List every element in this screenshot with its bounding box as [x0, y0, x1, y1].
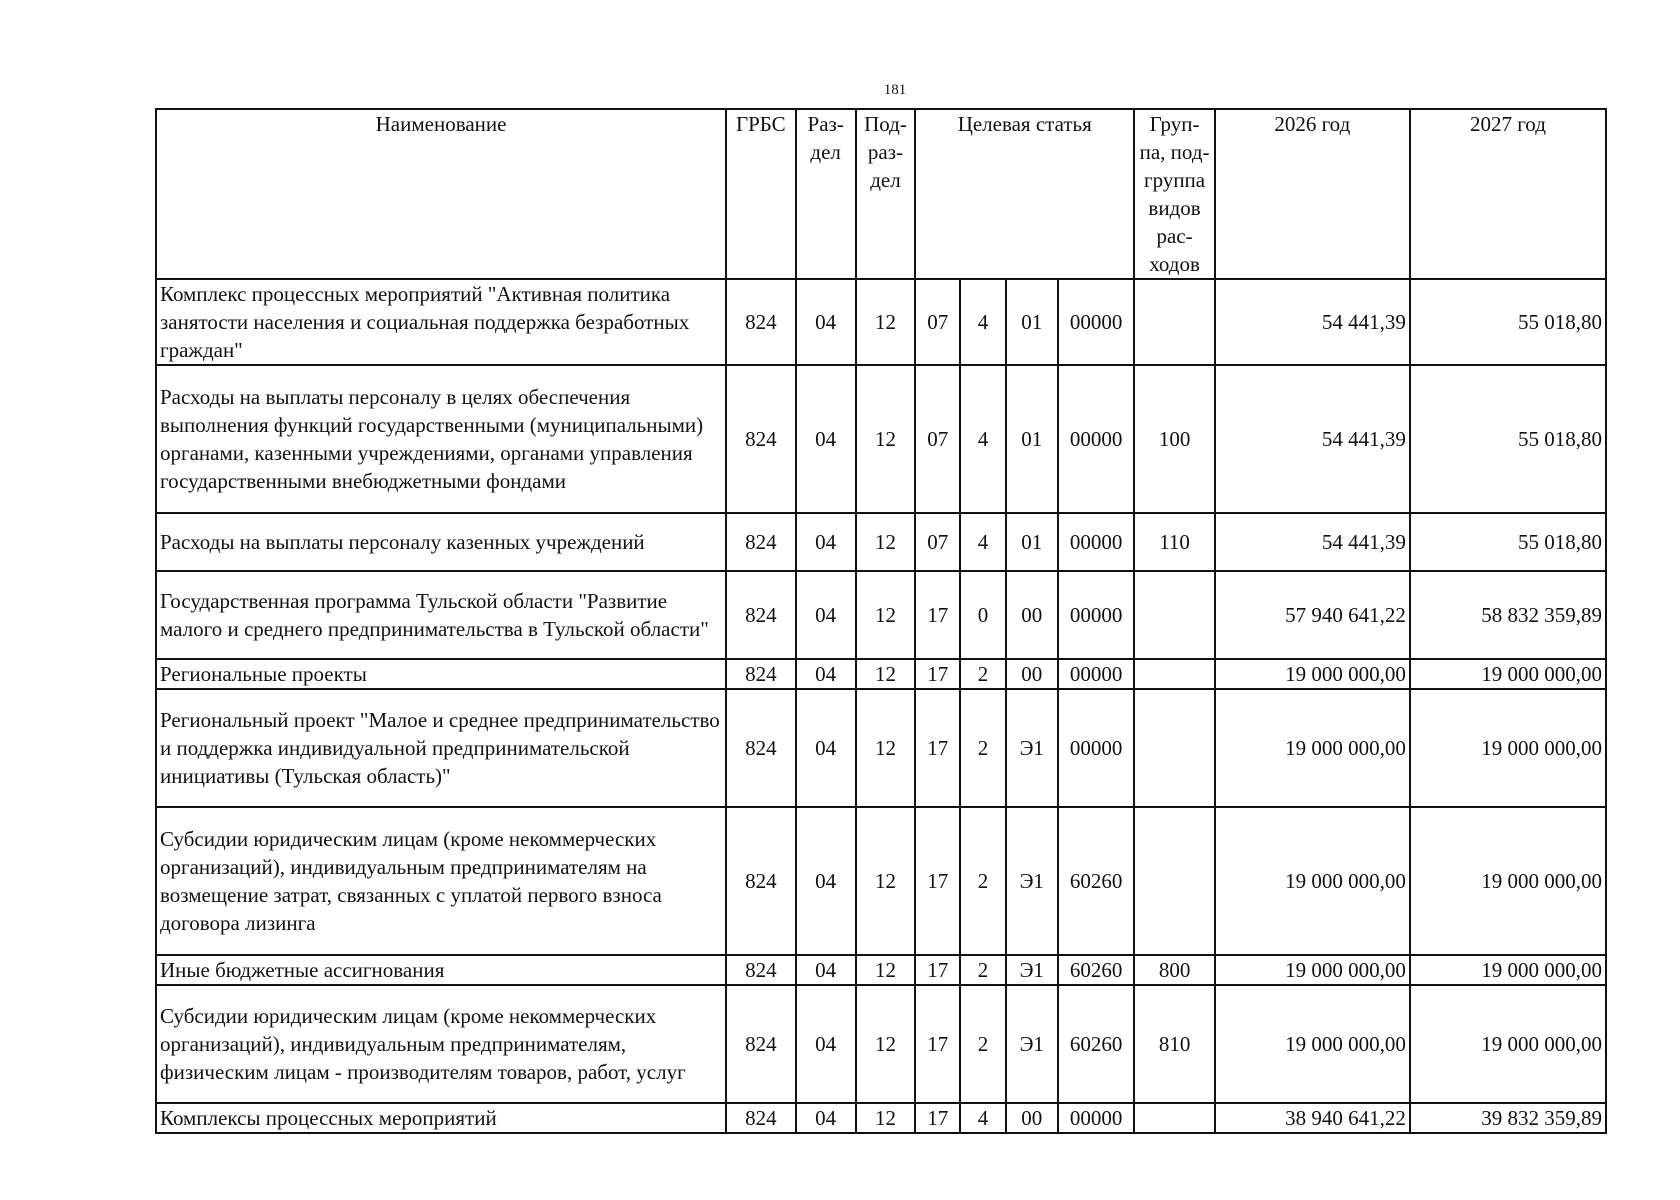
row-amount-2026: 19 000 000,00 — [1215, 689, 1410, 807]
table-row — [156, 571, 1606, 659]
header-2026: 2026 год — [1215, 109, 1410, 279]
table-row — [156, 955, 1606, 985]
row-name: Государственная программа Тульской области "Развитие малого и среднего предпринимательства в Тульской области" — [156, 571, 726, 659]
row-grbs: 824 — [726, 689, 795, 807]
row-razdel: 04 — [796, 513, 856, 571]
row-grbs: 824 — [726, 279, 795, 365]
row-razdel: 04 — [796, 1103, 856, 1133]
row-amount-2026: 19 000 000,00 — [1215, 659, 1410, 689]
row-cs-direction: 60260 — [1058, 807, 1134, 955]
row-name: Региональные проекты — [156, 659, 726, 689]
row-grbs: 824 — [726, 1103, 795, 1133]
header-gruppa-vidov-rashodov: Груп-па, под-группа видов рас-ходов — [1134, 109, 1214, 279]
header-2027: 2027 год — [1410, 109, 1606, 279]
row-grbs: 824 — [726, 365, 795, 513]
row-cs-program: 07 — [915, 279, 960, 365]
row-cs-type: 0 — [960, 571, 1005, 659]
row-vid-rashodov — [1134, 571, 1214, 659]
row-podrazdel: 12 — [856, 689, 915, 807]
row-cs-program: 07 — [915, 513, 960, 571]
row-cs-structure: 00 — [1006, 659, 1058, 689]
table-header — [156, 109, 1606, 279]
row-cs-program: 17 — [915, 985, 960, 1103]
row-name: Комплекс процессных мероприятий "Активная политика занятости населения и социальная поддержка безработных граждан" — [156, 279, 726, 365]
row-amount-2026: 54 441,39 — [1215, 365, 1410, 513]
row-cs-structure: Э1 — [1006, 807, 1058, 955]
row-cs-program: 07 — [915, 365, 960, 513]
row-razdel: 04 — [796, 689, 856, 807]
budget-table — [155, 108, 1607, 1134]
row-cs-type: 2 — [960, 955, 1005, 985]
row-name: Региональный проект "Малое и среднее предпринимательство и поддержка индивидуальной предпринимательской инициативы (Тульская область)" — [156, 689, 726, 807]
header-razdel: Раз-дел — [796, 109, 856, 279]
row-name: Иные бюджетные ассигнования — [156, 955, 726, 985]
row-cs-type: 4 — [960, 1103, 1005, 1133]
row-cs-direction: 00000 — [1058, 1103, 1134, 1133]
table-row — [156, 985, 1606, 1103]
row-name: Расходы на выплаты персоналу в целях обеспечения выполнения функций государственными (муниципальными) органами, казенными учреждениями, органами управления государственными внебюджетными фондами — [156, 365, 726, 513]
row-cs-type: 4 — [960, 365, 1005, 513]
row-amount-2027: 19 000 000,00 — [1410, 985, 1606, 1103]
row-cs-structure: 01 — [1006, 513, 1058, 571]
row-podrazdel: 12 — [856, 659, 915, 689]
row-name: Расходы на выплаты персоналу казенных учреждений — [156, 513, 726, 571]
row-podrazdel: 12 — [856, 365, 915, 513]
row-cs-type: 2 — [960, 807, 1005, 955]
table-row — [156, 659, 1606, 689]
row-grbs: 824 — [726, 659, 795, 689]
row-name: Субсидии юридическим лицам (кроме некоммерческих организаций), индивидуальным предпринимателям на возмещение затрат, связанных с уплатой первого взноса договора лизинга — [156, 807, 726, 955]
row-razdel: 04 — [796, 571, 856, 659]
row-amount-2027: 19 000 000,00 — [1410, 807, 1606, 955]
row-amount-2027: 55 018,80 — [1410, 279, 1606, 365]
row-podrazdel: 12 — [856, 279, 915, 365]
row-cs-type: 2 — [960, 689, 1005, 807]
row-cs-direction: 00000 — [1058, 513, 1134, 571]
row-podrazdel: 12 — [856, 1103, 915, 1133]
row-cs-program: 17 — [915, 955, 960, 985]
row-amount-2026: 19 000 000,00 — [1215, 985, 1410, 1103]
row-cs-program: 17 — [915, 659, 960, 689]
row-grbs: 824 — [726, 513, 795, 571]
row-podrazdel: 12 — [856, 571, 915, 659]
header-celevaya-statya: Целевая статья — [915, 109, 1134, 279]
row-vid-rashodov — [1134, 279, 1214, 365]
row-vid-rashodov — [1134, 659, 1214, 689]
table-row — [156, 807, 1606, 955]
page-number: 181 — [883, 82, 907, 98]
row-vid-rashodov: 100 — [1134, 365, 1214, 513]
row-cs-structure: 00 — [1006, 571, 1058, 659]
row-cs-structure: Э1 — [1006, 689, 1058, 807]
header-podrazdel: Под-раз-дел — [856, 109, 915, 279]
row-grbs: 824 — [726, 955, 795, 985]
row-cs-program: 17 — [915, 571, 960, 659]
row-vid-rashodov — [1134, 1103, 1214, 1133]
row-razdel: 04 — [796, 955, 856, 985]
row-amount-2027: 19 000 000,00 — [1410, 689, 1606, 807]
row-grbs: 824 — [726, 807, 795, 955]
row-cs-direction: 60260 — [1058, 955, 1134, 985]
row-podrazdel: 12 — [856, 955, 915, 985]
row-amount-2026: 57 940 641,22 — [1215, 571, 1410, 659]
row-razdel: 04 — [796, 279, 856, 365]
table-row — [156, 689, 1606, 807]
row-amount-2027: 58 832 359,89 — [1410, 571, 1606, 659]
row-cs-direction: 00000 — [1058, 279, 1134, 365]
table-row — [156, 279, 1606, 365]
row-amount-2026: 38 940 641,22 — [1215, 1103, 1410, 1133]
table-row — [156, 1103, 1606, 1133]
header-name: Наименование — [156, 109, 726, 279]
row-cs-program: 17 — [915, 807, 960, 955]
row-amount-2026: 54 441,39 — [1215, 279, 1410, 365]
table-row — [156, 365, 1606, 513]
row-podrazdel: 12 — [856, 985, 915, 1103]
row-cs-type: 2 — [960, 659, 1005, 689]
table-row — [156, 513, 1606, 571]
row-amount-2027: 55 018,80 — [1410, 513, 1606, 571]
row-razdel: 04 — [796, 807, 856, 955]
row-amount-2027: 39 832 359,89 — [1410, 1103, 1606, 1133]
row-vid-rashodov — [1134, 807, 1214, 955]
header-row — [156, 109, 1606, 279]
row-amount-2027: 19 000 000,00 — [1410, 955, 1606, 985]
row-name: Субсидии юридическим лицам (кроме некоммерческих организаций), индивидуальным предпринимателям, физическим лицам - производителям товаров, работ, услуг — [156, 985, 726, 1103]
row-cs-program: 17 — [915, 689, 960, 807]
row-amount-2027: 19 000 000,00 — [1410, 659, 1606, 689]
row-razdel: 04 — [796, 659, 856, 689]
row-amount-2026: 54 441,39 — [1215, 513, 1410, 571]
row-cs-structure: 01 — [1006, 279, 1058, 365]
row-vid-rashodov: 810 — [1134, 985, 1214, 1103]
row-razdel: 04 — [796, 985, 856, 1103]
row-cs-type: 4 — [960, 513, 1005, 571]
row-cs-type: 4 — [960, 279, 1005, 365]
row-name: Комплексы процессных мероприятий — [156, 1103, 726, 1133]
row-amount-2027: 55 018,80 — [1410, 365, 1606, 513]
row-cs-structure: Э1 — [1006, 955, 1058, 985]
row-vid-rashodov: 110 — [1134, 513, 1214, 571]
row-cs-structure: 01 — [1006, 365, 1058, 513]
row-cs-structure: Э1 — [1006, 985, 1058, 1103]
row-podrazdel: 12 — [856, 807, 915, 955]
row-cs-direction: 00000 — [1058, 571, 1134, 659]
table-body — [156, 279, 1606, 1133]
header-grbs: ГРБС — [726, 109, 795, 279]
row-vid-rashodov — [1134, 689, 1214, 807]
row-cs-program: 17 — [915, 1103, 960, 1133]
row-cs-direction: 00000 — [1058, 689, 1134, 807]
row-grbs: 824 — [726, 571, 795, 659]
row-cs-direction: 00000 — [1058, 659, 1134, 689]
row-podrazdel: 12 — [856, 513, 915, 571]
row-cs-direction: 60260 — [1058, 985, 1134, 1103]
row-cs-type: 2 — [960, 985, 1005, 1103]
row-amount-2026: 19 000 000,00 — [1215, 955, 1410, 985]
row-vid-rashodov: 800 — [1134, 955, 1214, 985]
row-cs-direction: 00000 — [1058, 365, 1134, 513]
row-amount-2026: 19 000 000,00 — [1215, 807, 1410, 955]
row-razdel: 04 — [796, 365, 856, 513]
row-cs-structure: 00 — [1006, 1103, 1058, 1133]
row-grbs: 824 — [726, 985, 795, 1103]
